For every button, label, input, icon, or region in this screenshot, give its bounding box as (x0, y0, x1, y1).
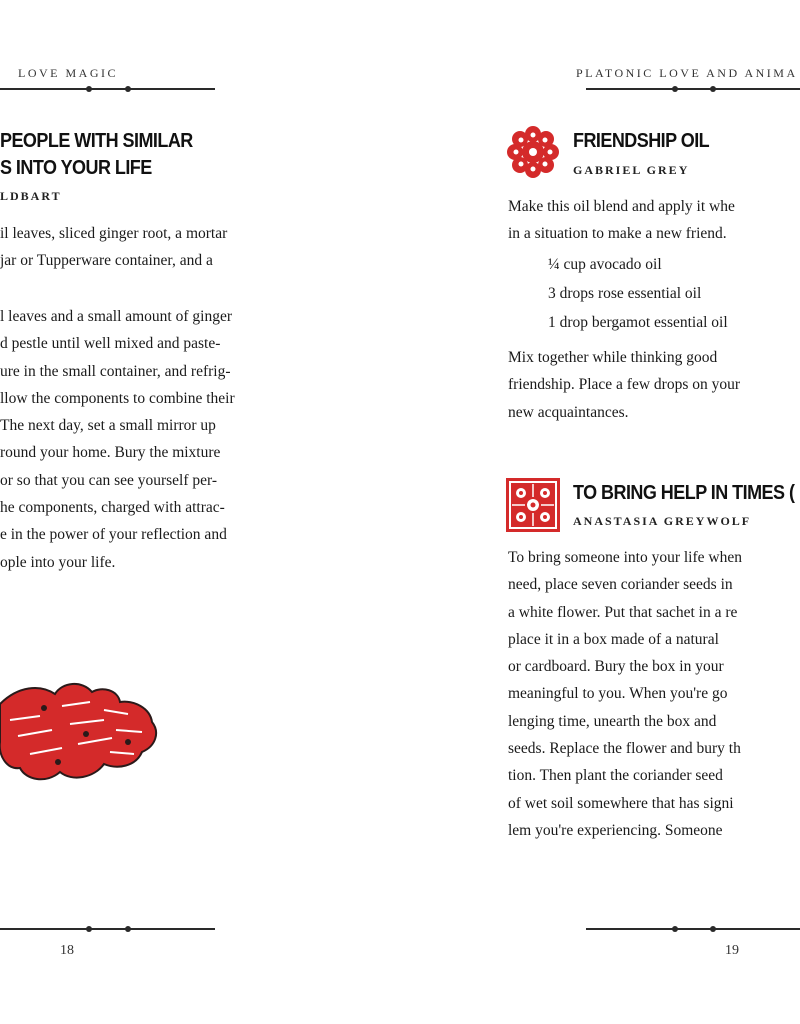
right-page (400, 0, 800, 1024)
paragraph-1 (0, 220, 227, 275)
header-rule-left (0, 88, 215, 90)
text-line: in a situation to make a new friend. (508, 225, 727, 243)
author-gabriel-grey: GABRIEL GREY (573, 163, 690, 177)
text-line: jar or Tupperware container, and a (0, 252, 213, 270)
section-title-left (0, 130, 193, 180)
section-title-friendship-oil: FRIENDSHIP OIL (573, 130, 710, 152)
text-line: d pestle until well mixed and paste- (0, 335, 221, 353)
text-line: lem you're experiencing. Someone (508, 821, 723, 839)
text-line: To bring someone into your life when (508, 549, 742, 566)
text-line: tion. Then plant the coriander seed (508, 767, 723, 785)
text-line: Mix together while thinking good (508, 349, 718, 366)
text-line: ople into your life. (0, 553, 116, 571)
text-line: of wet soil somewhere that has signi (508, 794, 734, 812)
text-line: new acquaintances. (508, 403, 629, 421)
running-head-right: PLATONIC LOVE AND ANIMA (576, 66, 798, 80)
text-line: he components, charged with attrac- (0, 499, 225, 517)
text-line: seeds. Replace the flower and bury th (508, 740, 741, 758)
title-line-2: S INTO YOUR LIFE (0, 157, 152, 179)
text-line: or so that you can see yourself per- (0, 471, 218, 489)
ingredient-item: 3 drops rose essential oil (548, 285, 702, 302)
text-line: friendship. Place a few drops on your (508, 376, 741, 394)
footer-rule-left (0, 928, 215, 930)
text-line: lenging time, unearth the box and (508, 712, 717, 730)
friendship-oil-intro (508, 193, 735, 248)
author-anastasia-greywolf: ANASTASIA GREYWOLF (573, 514, 752, 528)
ingredient-item: ¼ cup avocado oil (548, 256, 662, 273)
ginger-root-illustration (0, 672, 165, 792)
text-line: or cardboard. Bury the box in your (508, 658, 724, 676)
text-line: llow the components to combine their (0, 389, 235, 407)
page-number-left: 18 (60, 943, 74, 958)
footer-rule-right (586, 928, 800, 930)
text-line: l leaves and a small amount of ginger (0, 308, 233, 325)
page-number-right: 19 (725, 943, 739, 958)
text-line: place it in a box made of a natural (508, 630, 719, 648)
author-left: LDBART (0, 189, 62, 203)
ingredient-list (548, 250, 728, 337)
text-line: ure in the small container, and refrig- (0, 362, 231, 380)
text-line: meaningful to you. When you're go (508, 685, 728, 703)
text-line: a white flower. Put that sachet in a re (508, 603, 738, 621)
text-line: The next day, set a small mirror up (0, 417, 216, 435)
running-head-left: LOVE MAGIC (18, 66, 118, 80)
paragraph-2 (0, 303, 235, 576)
friendship-oil-closing (508, 344, 740, 426)
text-line: e in the power of your reflection and (0, 526, 227, 544)
ingredient-item: 1 drop bergamot essential oil (548, 314, 728, 331)
text-line: Make this oil blend and apply it whe (508, 198, 735, 215)
title-line-1: PEOPLE WITH SIMILAR (0, 130, 193, 152)
lattice-tile-icon (506, 478, 560, 532)
text-line: round your home. Bury the mixture (0, 444, 221, 462)
text-line: il leaves, sliced ginger root, a mortar (0, 225, 228, 242)
rosette-icon (507, 126, 559, 178)
section-title-help-in-times: TO BRING HELP IN TIMES ( (573, 482, 795, 504)
header-rule-right (586, 88, 800, 90)
text-line: need, place seven coriander seeds in (508, 576, 733, 594)
help-in-times-body (508, 544, 742, 844)
